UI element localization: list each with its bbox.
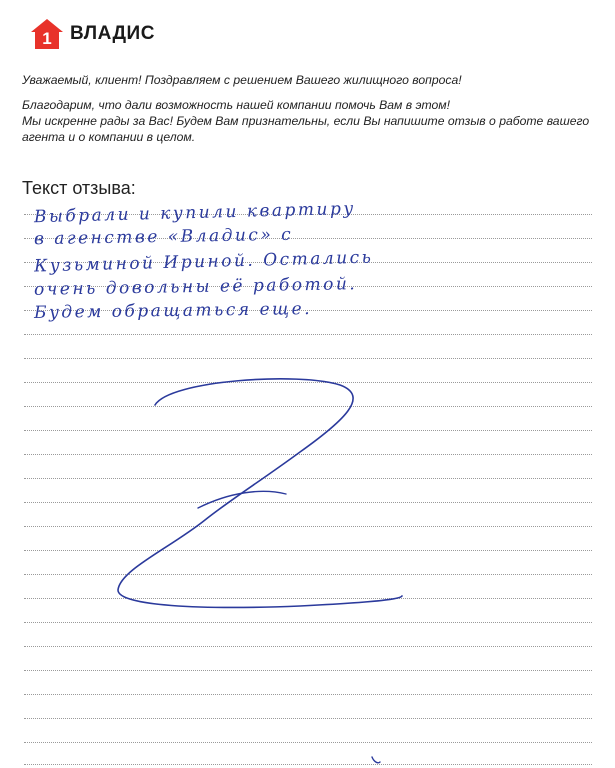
- ruled-line: [24, 718, 592, 719]
- handwritten-line: в агенстве «Владис» с: [33, 224, 294, 250]
- thanks-text: [22, 97, 592, 145]
- ruled-line: [24, 598, 592, 599]
- ruled-line: [24, 574, 592, 575]
- ruled-line: [24, 334, 592, 335]
- ruled-line: [24, 430, 592, 431]
- ruled-line: [24, 454, 592, 455]
- ruled-line: [24, 622, 592, 623]
- handwritten-line: Кузьминой Ириной. Остались: [33, 247, 374, 277]
- ruled-line: [24, 382, 592, 383]
- ruled-line: [24, 742, 592, 743]
- house-key-icon: [30, 18, 64, 50]
- ruled-line: [24, 694, 592, 695]
- intro-text: [22, 72, 592, 154]
- ruled-line: [24, 550, 592, 551]
- ruled-line: [24, 406, 592, 407]
- ruled-line: [24, 670, 592, 671]
- greeting-text: Уважаемый, клиент! Поздравляем с решением Вашего жилищного вопроса!: [22, 73, 462, 87]
- ruled-line: [24, 646, 592, 647]
- logo-number: 1: [42, 29, 52, 48]
- thanks-line: Благодарим, что дали возможность нашей компании помочь Вам в этом!: [22, 98, 451, 112]
- ruled-line: [24, 310, 592, 311]
- handwritten-line: очень довольны её работой.: [33, 274, 358, 300]
- ruled-line: [24, 262, 592, 263]
- ruled-line: [24, 238, 592, 239]
- ruled-line: [24, 478, 592, 479]
- review-heading: Текст отзыва:: [22, 178, 136, 198]
- ruled-line: [24, 286, 592, 287]
- handwritten-line: Будем обращаться еще.: [33, 299, 313, 323]
- ruled-line: [24, 526, 592, 527]
- ruled-line: [24, 764, 592, 765]
- ruled-line: [24, 502, 592, 503]
- ruled-line: [24, 214, 592, 215]
- brand-name: ВЛАДИС: [70, 23, 155, 44]
- request-line: Мы искренне рады за Вас! Будем Вам признательны, если Вы напишите отзыв о работе вашего агента и о компании в целом.: [22, 114, 590, 144]
- handwritten-line: Выбрали и купили квартиру: [33, 198, 356, 228]
- ruled-line: [24, 358, 592, 359]
- brand-logo: [30, 18, 155, 50]
